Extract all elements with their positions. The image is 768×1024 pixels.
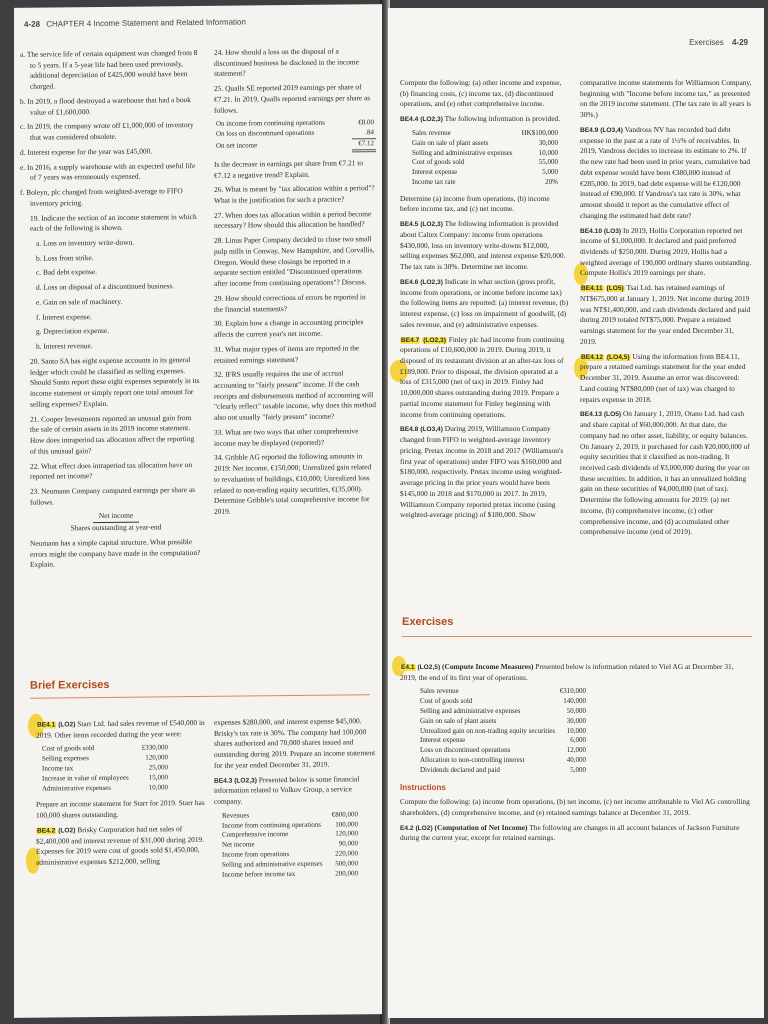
be4-10-text: In 2019, Hollis Corporation reported net income of $1,000,000. It declared and paid preferred dividends of $250,000. During 2019, Hollis had a weighted average of 190,000 ordinary shares outstanding. Compute Hollis's 2019 earnings per share. <box>580 225 752 278</box>
be4-6-lo: (LO2,3) <box>420 278 443 286</box>
table-cell: 55,000 <box>538 158 558 167</box>
table-row <box>418 756 588 766</box>
table-cell: Income tax rate <box>412 177 456 186</box>
question-20: 20. Santo SA has eight expense accounts in its general ledger which could be classified as selling expenses. Should Santo report these eight expenses separately in its income statement or simply report one total amount for selling expenses? Explain. <box>30 354 200 409</box>
be4-5-lo: (LO2,3) <box>420 221 443 229</box>
right-col-1 <box>400 78 570 525</box>
table-cell: On loss on discontinued operations <box>216 129 315 139</box>
question-22: 22. What effect does intraperiod tax allocation have on reported net income? <box>30 459 193 481</box>
left-col-1 <box>20 48 202 575</box>
brief-col-1 <box>36 718 208 873</box>
table-cell: HK$100,000 <box>521 128 558 137</box>
table-cell: 140,000 <box>563 697 586 706</box>
table-cell: Interest expense <box>420 736 466 745</box>
section-rule <box>402 636 752 637</box>
e4-2-title: (Computation of Net Income) <box>434 822 528 832</box>
table-cell: 6,000 <box>570 736 586 745</box>
question-23-b: Neumann has a simple capital structure. What possible errors might the company have made in the computation? Explain. <box>30 536 201 570</box>
table-cell: Sales revenue <box>420 687 459 696</box>
e4-1-title: (Compute Income Measures) <box>442 662 534 671</box>
e4-1-instructions: Compute the following: (a) income from operations, (b) net income, (c) net income attributable to Viel AG controlling shareholders, (d) comprehensive income, and (e) retained earnings balance at December 31, 2019. <box>400 797 750 817</box>
be4-6-tag: BE4.6 <box>400 278 419 286</box>
table-row <box>40 783 170 794</box>
table-cell: €800,000 <box>331 810 358 819</box>
table-row <box>220 869 360 880</box>
be4-6 <box>400 277 570 331</box>
eps-table <box>214 119 376 154</box>
be4-3-continued: Compute the following: (a) other income and expense, (b) financing costs, (c) income tax, (d) discontinued operations, and (e) other comprehensive income. <box>400 78 562 109</box>
table-cell: 10,000 <box>538 148 558 157</box>
question-26: 26. What is meant by "tax allocation within a period"? What is the justification for such a practice? <box>214 183 375 205</box>
right-page-number: 4-29 <box>731 38 748 47</box>
eps-fraction <box>30 510 202 534</box>
table-cell: Dividends declared and paid <box>420 765 500 774</box>
table-cell: 5,000 <box>570 765 586 774</box>
table-cell: Selling and administrative expenses <box>420 707 521 716</box>
table-cell: 20% <box>545 177 558 186</box>
be4-8-continued: comparative income statements for Williamson Company, beginning with "Income before income tax," as presented on the 2019 income statement. (The tax rate in all years is 30%.) <box>580 78 752 120</box>
question-29: 29. How should corrections of errors be reported in the financial statements? <box>214 292 366 314</box>
list-item: c. In 2019, the company wrote off £1,000,000 of inventory that was considered obsolete. <box>20 120 194 142</box>
table-row <box>418 717 588 727</box>
table-cell: £330,000 <box>141 743 168 753</box>
table-cell: €8.00 <box>358 118 374 127</box>
be4-5-tag: BE4.5 <box>400 221 419 229</box>
table-cell: Sales revenue <box>412 128 451 137</box>
table-cell: Selling and administrative expenses <box>222 859 323 869</box>
be4-1-lo: (LO2) <box>58 721 76 729</box>
table-cell: Cost of goods sold <box>42 744 95 754</box>
eps-numerator: Net income <box>93 511 139 523</box>
table-cell: Increase in value of employees <box>42 773 129 783</box>
table-cell: On net income <box>216 140 258 150</box>
brief-exercises-title: Brief Exercises <box>30 678 110 692</box>
table-cell: Gain on sale of plant assets <box>420 716 497 725</box>
list-item: d. Interest expense for the year was £45,000. <box>20 146 153 157</box>
be4-8 <box>400 424 570 521</box>
table-row <box>410 178 560 188</box>
be4-1 <box>36 718 208 741</box>
table-cell: Cost of goods sold <box>420 697 473 706</box>
table-cell: 90,000 <box>338 839 358 848</box>
right-page <box>388 8 764 1018</box>
table-cell: Income before income tax <box>222 869 296 879</box>
table-cell: 30,000 <box>566 716 586 725</box>
exercises-title: Exercises <box>402 616 454 628</box>
question-23: 23. Neumann Company computed earnings per share as follows. <box>30 485 196 507</box>
be4-3-text: Presented below is some financial information related to Volkov Group, a service company. <box>214 773 360 806</box>
instructions-heading: Instructions <box>400 782 446 792</box>
be4-7-lo: (LO2,3) <box>423 336 446 344</box>
exercises-header <box>402 616 752 628</box>
table-cell: 10,000 <box>148 782 168 792</box>
be4-2-lo: (LO2) <box>58 827 76 835</box>
list-item: b. Loss from strike. <box>36 252 94 263</box>
table-cell: 12,000 <box>566 746 586 755</box>
be4-1-table <box>40 744 170 794</box>
list-item: d. Loss on disposal of a discontinued business. <box>36 281 175 292</box>
be4-4-table <box>410 129 560 188</box>
list-item: a. The service life of certain equipment was changed from 8 to 5 years. If a 5-year life had been used previously, additional depreciation of £425,000 would have been charged. <box>20 48 198 91</box>
question-31: 31. What major types of items are reported in the retained earnings statement? <box>214 343 360 365</box>
be4-8-lo: (LO3,4) <box>420 426 443 434</box>
table-cell: 220,000 <box>335 849 358 858</box>
table-cell: €7.12 <box>352 139 376 151</box>
table-row <box>418 727 588 737</box>
list-item: g. Depreciation expense. <box>36 326 110 337</box>
table-cell: 30,000 <box>538 138 558 147</box>
table-row <box>418 746 588 756</box>
e4-1-tag: E4.1 <box>401 664 415 671</box>
be4-2-tag: BE4.2 <box>37 827 56 835</box>
be4-1-text: Starr Ltd. had sales revenue of £540,000 in 2019. Other items recorded during the year were: <box>36 717 205 740</box>
be4-11 <box>580 283 752 347</box>
e4-2-tag: E4.2 <box>400 824 414 832</box>
e4-1-text: Presented below is information related to Viel AG at December 31, 2019, the end of its first year of operations. <box>400 662 734 682</box>
list-item: c. Bad debt expense. <box>36 267 97 278</box>
table-cell: Gain on sale of plant assets <box>412 138 489 147</box>
be4-3-lo: (LO2,3) <box>234 777 257 785</box>
table-cell: 5,000 <box>542 168 558 177</box>
be4-5 <box>400 219 570 273</box>
be4-12 <box>580 352 752 406</box>
be4-9 <box>580 125 752 222</box>
be4-12-lo: (LO4,5) <box>606 353 630 361</box>
chapter-title: Income Statement and Related Information <box>93 17 246 29</box>
be4-4-instruction: Determine (a) income from operations, (b) income before income tax, and (c) net income. <box>400 193 550 214</box>
be4-2-continued: expenses $280,000, and interest expense $45,000. Brisky's tax rate is 30%. The company had 100,000 shares authorized and 70,000 shares issued and outstanding during 2019. Prepare an income statement for the year ended December 31, 2019. <box>214 716 376 770</box>
table-cell: Income tax <box>42 764 74 773</box>
table-cell: .84 <box>352 128 376 139</box>
be4-2-text: Brisky Corporation had net sales of $2,400,000 and interest revenue of $31,000 during 2019. Expenses for 2019 were cost of goods sold $1,450,000, administrative expenses $212,000, selling <box>36 824 205 867</box>
right-page-header <box>689 38 752 47</box>
table-row <box>418 707 588 717</box>
table-row <box>418 697 588 707</box>
question-24: 24. How should a loss on the disposal of a discontinued business be disclosed in the income statement? <box>214 46 359 79</box>
table-row <box>410 129 560 139</box>
be4-10 <box>580 226 752 280</box>
left-page-header <box>24 17 246 28</box>
table-cell: 100,000 <box>335 819 358 829</box>
be4-4-text: The following information is provided. <box>444 114 561 124</box>
left-page <box>14 4 382 1018</box>
e4-1-table <box>418 687 588 775</box>
question-33: 33. What are two ways that other comprehensive income may be displayed (reported)? <box>214 426 359 448</box>
table-cell: 40,000 <box>566 756 586 765</box>
be4-4-tag: BE4.4 <box>400 116 419 124</box>
table-row <box>418 736 588 746</box>
be4-13-tag: BE4.13 <box>580 411 602 419</box>
list-item: f. Boleyn, plc changed from weighted-average to FIFO inventory pricing. <box>20 186 183 208</box>
be4-3-tag: BE4.3 <box>214 777 233 785</box>
e4-1 <box>400 662 750 683</box>
be4-1-instruction: Prepare an income statement for Starr for 2019. Starr has 100,000 shares outstanding. <box>36 798 205 820</box>
question-27: 27. When does tax allocation within a period become necessary? How should this allocation be handled? <box>214 208 372 231</box>
table-cell: Selling expenses <box>42 754 89 763</box>
list-item: a. Loss on inventory write-down. <box>36 237 135 248</box>
be4-12-text: Using the information from BE4.11, prepare a retained earnings statement for the year ended December 31, 2019. Assume an error was discovered: Land costing NT$80,000 (net of tax) was charged to repairs expense in 2018. <box>580 351 746 404</box>
be4-3 <box>214 774 376 808</box>
question-19: 19. Indicate the section of an income statement in which each of the following is shown. <box>30 211 197 234</box>
be4-11-lo: (LO5) <box>606 285 624 293</box>
be4-4 <box>400 114 570 125</box>
list-item: f. Interest expense. <box>36 311 92 322</box>
table-cell: 10,000 <box>566 726 586 735</box>
right-page-label: Exercises <box>689 38 724 47</box>
table-cell: On income from continuing operations <box>216 119 325 129</box>
table-cell: Net income <box>222 840 255 850</box>
brief-col-2 <box>214 716 376 886</box>
exercises-body <box>400 662 750 848</box>
be4-8-tag: BE4.8 <box>400 426 419 434</box>
be4-9-lo: (LO3,4) <box>600 126 623 134</box>
table-row <box>214 139 376 152</box>
be4-5-text: The following information is provided about Caltex Company: income from operations $430,000, loss on inventory write-downs $12,000, selling expenses $62,000, and interest expense $20,000. The tax rate is 30%. Determine net income. <box>400 219 566 272</box>
be4-2 <box>36 824 208 869</box>
table-cell: Loss on discontinued operations <box>420 746 511 755</box>
be4-13 <box>580 409 752 538</box>
e4-1-lo: (LO2,5) <box>417 664 441 671</box>
table-row <box>418 766 588 776</box>
table-cell: Allocation to non-controlling interest <box>420 756 525 765</box>
be4-4-lo: (LO2,3) <box>420 116 443 124</box>
table-cell: Comprehensive income <box>222 830 289 840</box>
left-page-number: 4-28 <box>24 19 41 29</box>
table-row <box>418 687 588 697</box>
left-col-2 <box>214 46 376 522</box>
table-cell: 25,000 <box>148 763 168 772</box>
table-cell: 500,000 <box>335 859 358 868</box>
be4-9-text: Vandross NV has recorded bad debt expense in the past at a rate of 1½% of receivables. In 2019, Vandross decides to increase its estimate to 2%. If the new rate had been used in prior years, cumulative bad debt expense would have been €380,000 instead of €285,000. In 2019, bad debt expense will be €120,000 instead of €90,000. If Vandross's tax rate is 30%, what amount should it report as the cumulative effect of changing the estimated bad debt rate? <box>580 124 751 220</box>
table-cell: Unrealized gain on non-trading equity securities <box>420 726 556 735</box>
be4-12-tag: BE4.12 <box>581 353 603 361</box>
table-cell: Selling and administrative expenses <box>412 148 513 157</box>
table-cell: 120,000 <box>335 829 358 839</box>
table-cell: Cost of goods sold <box>412 158 465 167</box>
table-cell: 50,000 <box>566 707 586 716</box>
table-row <box>410 149 560 159</box>
table-cell: 200,000 <box>335 868 358 878</box>
question-25-b: Is the decrease in earnings per share from €7.21 to €7.12 a negative trend? Explain. <box>214 158 363 180</box>
question-28: 28. Linus Paper Company decided to close two small pulp mills in Conway, New Hampshire, and Corvallis, Oregon. Would these closings be reported in a separate section entitled "Discontinued operations after income from continuing operations"? Discuss. <box>214 234 375 288</box>
table-cell: Income from continuing operations <box>222 820 321 830</box>
be4-7-text: Finley plc had income from continuing operations of £10,600,000 in 2019. During 2019, it disposed of its restaurant division at an after-tax loss of £189,000. Prior to disposal, the division operated at a loss of £315,000 (net of tax) in 2019. Finley had 10,000,000 shares outstanding during 2019. Prepare a partial income statement for Finley beginning with income from continuing operations. <box>400 334 565 419</box>
e4-2 <box>400 823 750 844</box>
chapter-label: CHAPTER 4 <box>46 19 92 29</box>
table-row <box>410 139 560 149</box>
list-item: b. In 2019, a flood destroyed a warehouse that had a book value of £1,600,000. <box>20 95 191 117</box>
list-item: e. Gain on sale of machinery. <box>36 296 123 307</box>
list-item: e. In 2016, a supply warehouse with an expected useful life of 7 years was erroneously expensed. <box>20 160 196 183</box>
be4-9-tag: BE4.9 <box>580 126 599 134</box>
table-cell: Income from operations <box>222 850 290 859</box>
eps-denominator: Shares outstanding at year-end <box>70 522 162 533</box>
be4-13-text: On January 1, 2019, Otano Ltd. had cash and share capital of ¥60,000,000. At that date, the company had no other asset, liability, or equity balances. On January 2, 2019, it purchased for cash ¥20,000,000 of equity securities that it classified as non-trading. It received cash dividends of ¥3,000,000 during the year on these securities. In addition, it has an unrealized holding gain on these securities of ¥4,000,000 (net of tax). Determine the following amounts for 2019: (a) net income, (b) comprehensive income, (c) other comprehensive income, and (d) accumulated other comprehensive income (end of 2019). <box>580 409 750 537</box>
right-col-2 <box>580 78 752 542</box>
be4-11-tag: BE4.11 <box>581 285 603 293</box>
list-item: h. Interest revenue. <box>36 341 93 351</box>
be4-3-table <box>220 810 360 880</box>
section-rule <box>30 694 370 699</box>
be4-1-tag: BE4.1 <box>37 721 56 729</box>
question-30: 30. Explain how a change in accounting principles affects the current year's net income. <box>214 317 364 339</box>
brief-exercises-header <box>30 676 370 692</box>
table-row <box>410 158 560 168</box>
question-32: 32. IFRS usually requires the use of accrual accounting to "fairly present" income. If the cash receipts and disbursements method of accounting will "clearly reflect" taxable income, why does this method also not usually "fairly present" income? <box>214 368 377 423</box>
table-cell: 120,000 <box>145 753 168 762</box>
be4-10-lo: (LO3) <box>603 227 622 235</box>
be4-13-lo: (LO5) <box>603 411 622 419</box>
table-cell: 15,000 <box>148 773 168 782</box>
be4-6-text: Indicate in what section (gross profit, income from operations, or income before income tax) the following items are reported: (a) interest revenue, (b) interest expense, (c) loss on impairment of goodwill, (d) sales revenue, and (e) administrative expenses. <box>400 276 569 329</box>
table-cell: Revenues <box>222 811 250 820</box>
be4-10-tag: BE4.10 <box>580 227 602 235</box>
question-34: 34. Gribble AG reported the following amounts in 2019: Net income, €150,000; Unrealized gain related to revaluation of buildings, €10,000; Unrealized loss related to non-trading equity securities, €(35,000). Determine Gribble's total comprehensive income for 2019. <box>214 451 372 516</box>
be4-7 <box>400 335 570 421</box>
table-cell: Administrative expenses <box>42 783 112 793</box>
be4-8-text: During 2019, Williamson Company changed from FIFO to weighted-average inventory pricing. Pretax income in 2018 and 2017 (Williamson's first year of operations) under FIFO was $160,000 and $180,000, respectively. Pretax income using weighted-average pricing in the prior years would have been $145,000 in 2018 and $170,000 in 2017. In 2019, Williamson Company reported pretax income (using weighted-average pricing) of $180,000. Show <box>400 424 564 520</box>
e4-2-lo: (LO2) <box>415 824 433 832</box>
be4-7-tag: BE4.7 <box>401 336 420 344</box>
table-cell: €310,000 <box>559 687 586 696</box>
be4-11-text: Tsai Ltd. has retained earnings of NT$675,000 at January 1, 2019. Net income during 2019 was NT$1,400,000, and cash dividends declared and paid during 2019 totaled NT$75,000. Prepare a retained earnings statement for the year ended December 31, 2019. <box>580 283 751 346</box>
table-cell: Interest expense <box>412 168 458 177</box>
question-25: 25. Qualls SE reported 2019 earnings per share of €7.21. In 2019, Qualls reported earnings per share as follows. <box>214 82 371 115</box>
table-row <box>410 168 560 178</box>
question-21: 21. Cooper Investments reported an unusual gain from the sale of certain assets in its 2019 income statement. How does intraperiod tax allocation affect the reporting of this unusual gain? <box>30 412 195 456</box>
e4-2-text: The following are changes in all account balances of Jackson Furniture during the current year, except for retained earnings. <box>400 822 740 843</box>
